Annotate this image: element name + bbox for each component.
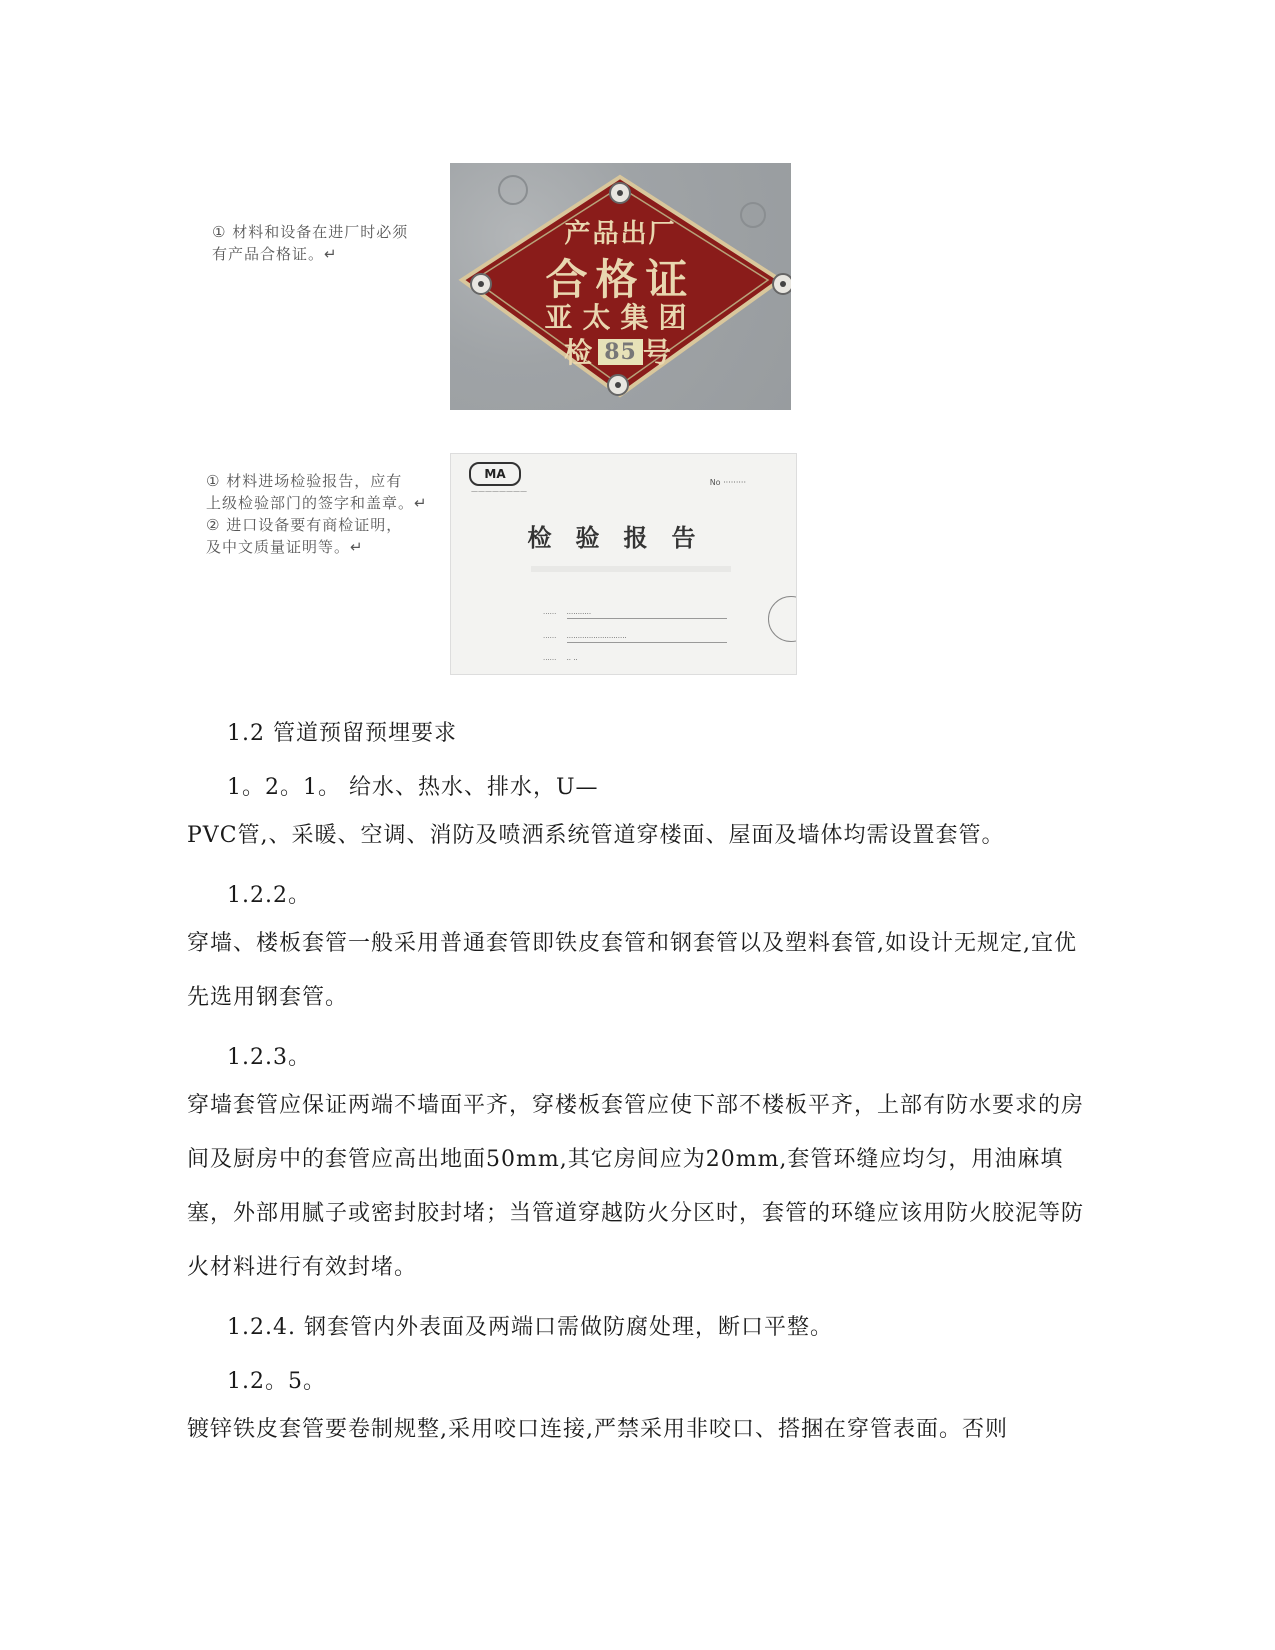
caption-line: ① 材料和设备在进厂时必须 (212, 223, 409, 241)
stamp (768, 596, 797, 642)
report-field: ······ ··························· (543, 634, 727, 643)
caption-line: 有产品合格证。↵ (212, 245, 338, 263)
report-number: No ········· (709, 478, 746, 487)
item-text: PVC管,、采暖、空调、消防及喷洒系统管道穿楼面、屋面及墙体均需设置套管。 (187, 823, 1005, 848)
plate-line3: 亚太集团 (544, 301, 697, 334)
item-number: 1.2.3。 (227, 1045, 311, 1070)
figure1-caption (212, 221, 408, 265)
item-text: 穿墙套管应保证两端不墙面平齐，穿楼板套管应使下部不楼板平齐，上部有防水要求的房间及厨房中的套管应高出地面50mm,其它房间应为20mm,套管环缝应均匀，用油麻填塞，外部用腻子或密封胶封堵；当管道穿越防火分区时，套管的环缝应该用防火胶泥等防火材料进行有效封堵。 (187, 1093, 1085, 1280)
item-text: 穿墙、楼板套管一般采用普通套管即铁皮套管和钢套管以及塑料套管,如设计无规定,宜优先选用钢套管。 (187, 931, 1077, 1010)
cma-logo: MA (469, 462, 521, 486)
plate-number: 85 (598, 339, 643, 365)
report-title: 检验报告 (527, 523, 720, 552)
item-number: 1。2。1。 给水、热水、排水，U— (227, 775, 599, 800)
item-number: 1.2.4. 钢套管内外表面及两端口需做防腐处理，断口平整。 (227, 1315, 833, 1340)
plate-line1: 产品出厂 (564, 219, 677, 249)
report-field: ······ ··········· (543, 610, 727, 619)
figure2-caption (206, 470, 428, 558)
plate-line4 (450, 331, 791, 371)
inspection-report-photo (450, 453, 797, 675)
caption-line: 及中文质量证明等。↵ (206, 538, 364, 556)
caption-line: ① 材料进场检验报告，应有 (206, 472, 403, 490)
plate-suffix: 号 (642, 336, 677, 369)
plate-prefix: 检 (564, 336, 599, 369)
caption-line: ② 进口设备要有商检证明， (206, 516, 403, 534)
logo-subtext: ———————— (471, 487, 527, 495)
report-field: ······ ·· ·· (543, 656, 578, 664)
item-number: 1.2。5。 (227, 1369, 326, 1394)
item-number: 1.2.2。 (227, 883, 311, 908)
certificate-nameplate-photo (450, 163, 791, 410)
section-heading: 1.2 管道预留预埋要求 (227, 721, 457, 746)
caption-line: 上级检验部门的签字和盖章。↵ (206, 494, 428, 512)
faded-text (531, 566, 731, 572)
plate-line2: 合格证 (545, 255, 696, 304)
item-text: 镀锌铁皮套管要卷制规整,采用咬口连接,严禁采用非咬口、搭捆在穿管表面。否则 (187, 1417, 1008, 1442)
